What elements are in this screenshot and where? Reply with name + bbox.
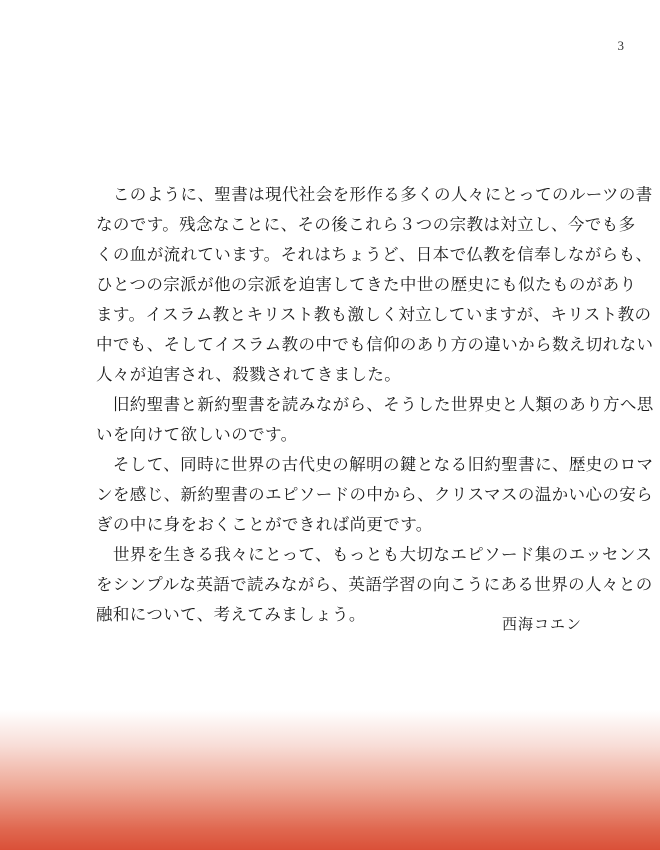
text-line: そして、同時に世界の古代史の解明の鍵となる旧約聖書に、歴史のロマ — [96, 455, 654, 474]
text-line: ンを感じ、新約聖書のエピソードの中から、クリスマスの温かい心の安ら — [96, 485, 654, 504]
text-line: をシンプルな英語で読みながら、英語学習の向こうにある世界の人々との — [96, 575, 653, 594]
decorative-gradient-band — [0, 710, 660, 850]
text-line: くの血が流れています。それはちょうど、日本で仏教を信奉しながらも、 — [96, 245, 653, 264]
text-line: ぎの中に身をおくことができれば尚更です。 — [96, 515, 433, 534]
text-line: 中でも、そしてイスラム教の中でも信仰のあり方の違いから数え切れない — [96, 335, 654, 354]
author-signature: 西海コエン — [501, 615, 582, 633]
text-line: ひとつの宗派が他の宗派を迫害してきた中世の歴史にも似たものがあり — [96, 275, 637, 294]
text-line: なのです。残念なことに、その後これら３つの宗教は対立し、今でも多 — [96, 215, 636, 234]
text-line: 人々が迫害され、殺戮されてきました。 — [96, 365, 402, 384]
text-line: 旧約聖書と新約聖書を読みながら、そうした世界史と人類のあり方へ思 — [96, 395, 654, 414]
text-line: 融和について、考えてみましょう。 — [96, 605, 366, 624]
page-number: 3 — [617, 38, 624, 53]
text-line: ます。イスラム教とキリスト教も激しく対立していますが、キリスト教の — [96, 305, 652, 324]
text-line: このように、聖書は現代社会を形作る多くの人々にとってのルーツの書 — [96, 185, 653, 204]
body-text — [96, 180, 654, 630]
text-line: いを向けて欲しいのです。 — [96, 425, 298, 444]
text-line: 世界を生きる我々にとって、もっとも大切なエピソード集のエッセンス — [96, 545, 653, 564]
